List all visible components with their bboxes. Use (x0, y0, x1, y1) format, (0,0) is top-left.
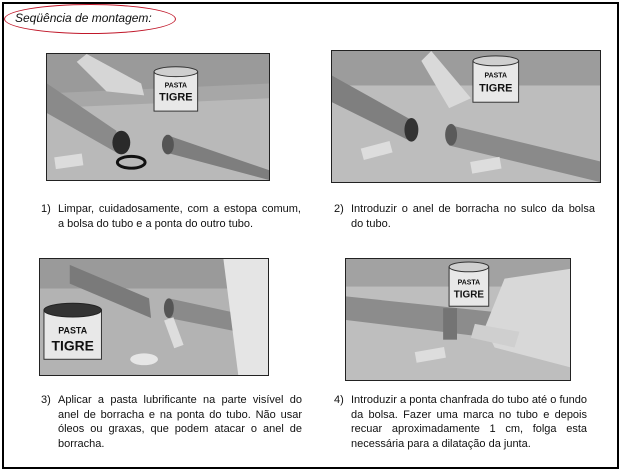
step-3-text: Aplicar a pasta lubrificante na parte visível do anel de borracha e na ponta do tubo. Não usar óleos ou graxas, que podem atacar o anel de borracha. (58, 394, 302, 450)
step-3 (41, 393, 302, 451)
page-title: Seqüência de montagem: (15, 11, 152, 25)
svg-text:PASTA: PASTA (58, 325, 88, 336)
pasta-can-3 (44, 303, 101, 359)
step-3-number: 3) (41, 394, 51, 406)
step-1-text: Limpar, cuidadosamente, com a estopa comum, a bolsa do tubo e a ponta do outro tubo. (58, 203, 301, 230)
svg-text:PASTA: PASTA (457, 279, 481, 287)
photo-step-4 (345, 258, 571, 381)
svg-text:PASTA: PASTA (164, 82, 188, 90)
step-2 (334, 202, 595, 231)
pasta-can-2 (473, 56, 519, 102)
photo-step-3 (39, 258, 269, 376)
step-2-number: 2) (334, 203, 344, 215)
step-1-number: 1) (41, 203, 51, 215)
step-4-number: 4) (334, 394, 344, 406)
photo-step-2 (331, 50, 601, 183)
svg-text:TIGRE: TIGRE (51, 337, 94, 354)
pasta-can-4 (449, 262, 489, 306)
photo-step-1 (46, 53, 270, 181)
svg-text:PASTA: PASTA (484, 72, 508, 80)
step-4-text: Introduzir a ponta chanfrada do tubo até o fundo da bolsa. Fazer uma marca no tubo e depois recuar aproximadamente 1 cm, folga esta necessária para a dilatação da junta. (351, 394, 587, 450)
svg-text:TIGRE: TIGRE (453, 289, 485, 301)
step-4 (334, 393, 587, 451)
svg-text:TIGRE: TIGRE (159, 91, 193, 104)
step-1 (41, 202, 301, 231)
svg-text:TIGRE: TIGRE (479, 82, 513, 95)
step-2-text: Introduzir o anel de borracha no sulco da bolsa do tubo. (351, 203, 595, 230)
pasta-can-1 (154, 67, 198, 111)
